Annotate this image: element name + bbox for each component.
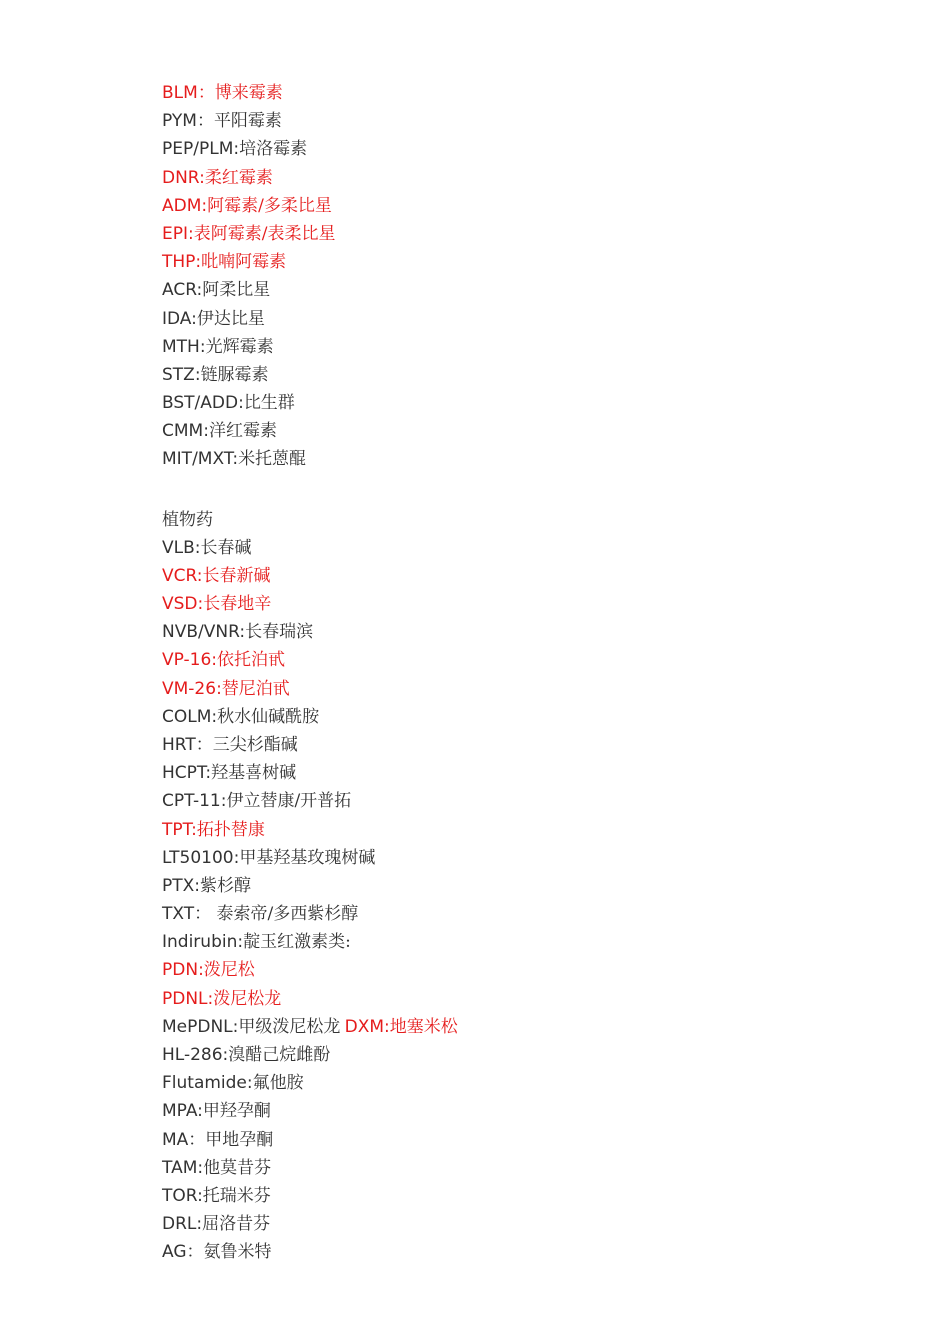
separator: : <box>194 364 201 385</box>
drug-name: 泼尼松 <box>203 960 255 981</box>
drug-abbreviation: COLM <box>162 706 212 727</box>
list-item <box>162 1097 862 1125</box>
list-item <box>162 192 862 220</box>
list-item <box>162 900 862 928</box>
separator: : <box>197 1101 203 1122</box>
list-item <box>162 276 862 304</box>
drug-name: 阿霉素/多柔比星 <box>207 195 332 216</box>
drug-name: 长春瑞滨 <box>245 622 314 643</box>
drug-abbreviation: HL-286 <box>162 1045 223 1065</box>
separator: : <box>205 763 212 784</box>
separator: ： <box>197 83 215 103</box>
list-item <box>162 1210 862 1238</box>
drug-abbreviation: TPT <box>162 819 192 840</box>
drug-name: 洋红霉素 <box>208 421 277 442</box>
drug-abbreviation: VM-26 <box>162 678 217 699</box>
list-item <box>162 79 862 107</box>
separator: ： <box>195 734 213 755</box>
separator: ： <box>196 111 214 132</box>
separator: : <box>211 706 218 727</box>
list-item <box>162 928 862 956</box>
list-item <box>162 1041 862 1069</box>
list-item <box>162 305 862 333</box>
separator: : <box>191 308 197 329</box>
list-item <box>162 534 862 562</box>
list-item <box>162 562 862 590</box>
drug-abbreviation: PTX <box>162 875 195 896</box>
list-item <box>162 389 862 417</box>
drug-abbreviation: VSD <box>162 594 198 614</box>
list-item <box>162 956 862 984</box>
drug-abbreviation: Flutamide <box>162 1073 247 1094</box>
plant-drugs-list <box>162 534 862 1013</box>
separator: : <box>232 449 239 470</box>
list-item <box>162 703 862 731</box>
drug-name: 地塞米松 <box>389 1016 458 1037</box>
separator: : <box>216 678 222 699</box>
separator: : <box>239 622 246 643</box>
separator: : <box>237 932 244 953</box>
drug-abbreviation: CPT-11 <box>162 791 221 812</box>
list-item <box>162 220 862 248</box>
separator: : <box>222 1045 229 1065</box>
drug-name: 甲羟孕酮 <box>202 1101 271 1122</box>
drug-abbreviation: ACR <box>162 280 197 301</box>
drug-abbreviation: THP <box>162 252 196 273</box>
separator: : <box>197 1157 204 1178</box>
separator: : <box>191 819 197 840</box>
separator: : <box>188 223 194 244</box>
drug-name: 溴醋己烷雌酚 <box>228 1045 331 1065</box>
drug-name: 长春新碱 <box>202 565 271 586</box>
list-item <box>162 1013 862 1041</box>
drug-abbreviation: EPI <box>162 223 189 244</box>
separator: : <box>194 875 201 896</box>
separator: : <box>201 195 208 216</box>
drug-abbreviation: MIT/MXT <box>162 449 233 470</box>
drug-name: 博来霉素 <box>214 83 283 103</box>
drug-name: 靛玉红激素类: <box>243 932 351 953</box>
separator: : <box>196 1214 203 1235</box>
separator: : <box>197 594 204 614</box>
drug-abbreviation: CMM <box>162 421 204 442</box>
drug-abbreviation: AG <box>162 1242 187 1263</box>
drug-abbreviation: IDA <box>162 308 192 329</box>
list-item <box>162 248 862 276</box>
drug-name: 链脲霉素 <box>200 364 269 385</box>
drug-abbreviation: STZ <box>162 364 195 385</box>
drug-name: 他莫昔芬 <box>203 1157 272 1178</box>
list-item <box>162 107 862 135</box>
separator: : <box>203 421 209 442</box>
drug-name: 米托蒽醌 <box>238 449 307 470</box>
drug-abbreviation: HCPT <box>162 763 206 784</box>
drug-name: 屈洛昔芬 <box>202 1214 271 1235</box>
list-item <box>162 590 862 618</box>
separator: ： <box>194 904 212 925</box>
separator: : <box>196 280 203 301</box>
drug-abbreviation: LT50100 <box>162 847 234 868</box>
list-item <box>162 1154 862 1182</box>
separator: : <box>197 1185 203 1206</box>
list-item <box>162 361 862 389</box>
drug-name: 长春地辛 <box>203 594 272 614</box>
drug-name: 甲基羟基玫瑰树碱 <box>239 847 376 868</box>
separator: : <box>199 336 206 357</box>
list-item <box>162 675 862 703</box>
separator: : <box>233 847 240 868</box>
drug-abbreviation: MA <box>162 1129 189 1150</box>
separator: : <box>199 167 205 188</box>
list-item <box>162 646 862 674</box>
drug-abbreviation: DXM <box>344 1016 385 1037</box>
separator: : <box>195 252 202 273</box>
drug-name: 氟他胺 <box>252 1073 304 1094</box>
drug-abbreviation: TAM <box>162 1157 198 1178</box>
separator: : <box>211 650 218 671</box>
drug-name: 甲地孕酮 <box>205 1129 274 1150</box>
list-item <box>162 1126 862 1154</box>
drug-abbreviation: DRL <box>162 1214 197 1235</box>
list-item <box>162 985 862 1013</box>
drug-name: 伊立替康/开普拓 <box>226 791 352 812</box>
drug-name: 三尖杉酯碱 <box>212 734 298 755</box>
list-item <box>162 1182 862 1210</box>
list-item <box>162 135 862 163</box>
separator: : <box>198 960 204 981</box>
drug-name: 紫杉醇 <box>200 875 252 896</box>
antibiotics-list <box>162 79 862 474</box>
list-item <box>162 417 862 445</box>
drug-name: 比生群 <box>243 393 295 414</box>
drug-abbreviation: MTH <box>162 336 200 357</box>
list-item <box>162 787 862 815</box>
drug-name: 吡喃阿霉素 <box>201 252 287 273</box>
separator: : <box>238 393 244 414</box>
drug-abbreviation: MePDNL <box>162 1016 233 1037</box>
drug-name: 秋水仙碱酰胺 <box>217 706 320 727</box>
drug-abbreviation: PDNL <box>162 988 208 1009</box>
drug-abbreviation: DNR <box>162 167 200 188</box>
list-item <box>162 164 862 192</box>
drug-name: 光辉霉素 <box>205 336 274 357</box>
list-item <box>162 1238 862 1266</box>
separator: : <box>196 565 203 586</box>
drug-name: 柔红霉素 <box>204 167 273 188</box>
drug-name: 甲级泼尼松龙 <box>238 1016 341 1037</box>
drug-name: 伊达比星 <box>196 308 265 329</box>
list-item <box>162 759 862 787</box>
separator: : <box>220 791 227 812</box>
separator: : <box>194 537 201 558</box>
hormone-drugs-list <box>162 1041 862 1267</box>
drug-abbreviation: PEP/PLM <box>162 139 234 160</box>
drug-abbreviation: TOR <box>162 1185 198 1206</box>
list-item <box>162 333 862 361</box>
drug-name: 羟基喜树碱 <box>211 763 297 784</box>
drug-abbreviation: PYM <box>162 111 197 132</box>
drug-abbreviation: HRT <box>162 734 196 755</box>
drug-abbreviation: BST/ADD <box>162 393 239 414</box>
drug-name: 阿柔比星 <box>202 280 271 301</box>
separator: : <box>384 1016 390 1037</box>
separator: : <box>246 1073 253 1094</box>
drug-name: 泰索帝/多西紫杉醇 <box>211 904 359 925</box>
drug-abbreviation: BLM <box>162 83 198 103</box>
list-item <box>162 872 862 900</box>
drug-abbreviation: PDN <box>162 960 199 981</box>
drug-abbreviation: MPA <box>162 1101 198 1122</box>
document-page <box>162 79 862 1267</box>
section-heading-plant-drugs: 植物药 <box>162 509 213 530</box>
drug-abbreviation: Indirubin <box>162 932 238 953</box>
drug-name: 泼尼松龙 <box>213 988 282 1009</box>
drug-abbreviation: TXT <box>162 904 195 925</box>
separator: : <box>207 988 214 1009</box>
list-item <box>162 731 862 759</box>
list-item <box>162 816 862 844</box>
drug-abbreviation: VCR <box>162 565 197 586</box>
drug-name: 长春碱 <box>200 537 252 558</box>
separator: ： <box>186 1242 204 1263</box>
drug-name: 替尼泊甙 <box>221 678 290 699</box>
drug-name: 托瑞米芬 <box>202 1185 271 1206</box>
drug-abbreviation: NVB/VNR <box>162 622 240 643</box>
section-gap <box>162 474 862 506</box>
drug-name: 依托泊甙 <box>217 650 286 671</box>
drug-abbreviation: ADM <box>162 195 202 216</box>
drug-abbreviation: VP-16 <box>162 650 212 671</box>
list-item <box>162 445 862 473</box>
separator: : <box>232 1016 239 1037</box>
separator: : <box>233 139 240 160</box>
drug-name: 平阳霉素 <box>213 111 282 132</box>
drug-name: 表阿霉素/表柔比星 <box>193 223 336 244</box>
drug-abbreviation: VLB <box>162 537 195 558</box>
list-item <box>162 844 862 872</box>
list-item <box>162 618 862 646</box>
list-item <box>162 1069 862 1097</box>
drug-name: 氨鲁米特 <box>203 1242 272 1263</box>
separator: ： <box>188 1129 206 1150</box>
drug-name: 培洛霉素 <box>239 139 308 160</box>
drug-name: 拓扑替康 <box>196 819 265 840</box>
